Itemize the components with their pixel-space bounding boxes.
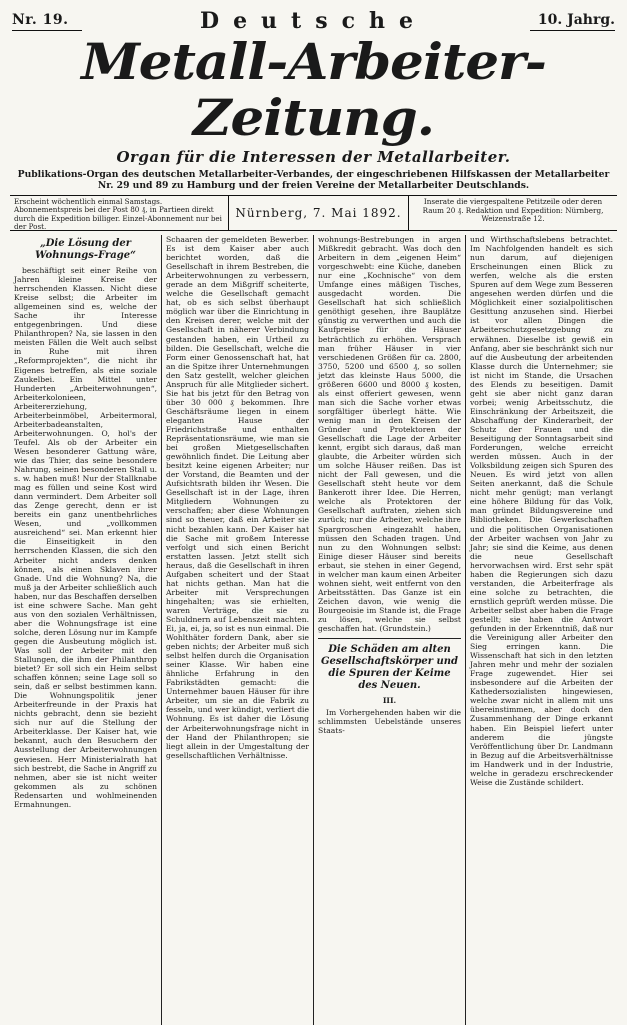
column-text: und Wirthschaftslebens betrachtet. Im Nachfolgenden handelt es sich nun darum, auf diejenigen Erscheinungen einen Blick zu werfen, welche als die ersten Spuren auf dem Wege zum Besseren angesehen werden dürfen und die Möglichkeit einer sozialpolitischen Gesittung anzusehen sind. Hierbei ist vor allen Dingen die Arbeiterschutzgesetzgebung zu erwähnen. Dieselbe ist gewiß ein Anfang, aber sie beschränkt sich nur auf die Ausbeutung der arbeitenden Klasse durch die Unternehmer; sie ist nicht im Stande, die Ursachen des Elends zu beseitigen. Damit geht sie aber nicht ganz daran vorbei; wenig Arbeitsschutz, die Einschränkung der Arbeitszeit, die Abschaffung der Kinderarbeit, der Schutz der Frauen und die Beseitigung der Sonntagsarbeit sind Forderungen, welche erreicht werden müssen. Auch in der Volksbildung zeigen sich Spuren des Neuen. Es wird jetzt von allen Seiten anerkannt, daß die Schule nicht mehr genügt; man verlangt eine höhere Bildung für das Volk, man gründet Bildungsvereine und Bibliotheken. Die Gewerkschaften und die politischen Organisationen der Arbeiter wachsen von Jahr zu Jahr; sie sind die Keime, aus denen die neue Gesellschaft hervorwachsen wird. Erst sehr spät haben die Regierungen sich dazu verstanden, die Arbeiterfrage als eine solche zu betrachten, die ernstlich geprüft werden müsse. Die Arbeiter selbst aber haben die Frage gestellt; sie haben die Antwort gefunden in der Erkenntniß, daß nur die Vereinigung aller Arbeiter den Sieg erringen kann. Die Wissenschaft hat sich in den letzten Jahren mehr und mehr der sozialen Frage zugewendet. Hier sei insbesondere auf die Arbeiten der Kathedersozialisten hingewiesen, welche zwar nicht in allem mit uns übereinstimmen, aber doch den Zusammenhang der Dinge erkannt haben. Ein Beispiel liefert unter anderem die jüngste Veröffentlichung über Dr. Landmann in Bezug auf die Arbeitsverhältnisse im Handwerk und in der Industrie, welche in geradezu erschreckender Weise die Zustände schildert. [470, 235, 613, 787]
year-underline [530, 30, 615, 31]
column-2 [162, 235, 314, 1025]
column-4 [466, 235, 617, 1025]
article-headline-2: Die Schäden am alten Gesellschaftskörper und die Spuren der Keime des Neuen. [320, 644, 459, 692]
column-3 [314, 235, 466, 1025]
info-bar [10, 195, 617, 231]
article-divider [318, 638, 461, 639]
newspaper-page [10, 8, 617, 892]
masthead-title: Metall-Arbeiter-Zeitung. [81, 32, 546, 147]
article-headline: „Die Lösung der Wohnungs-Frage“ [35, 238, 136, 261]
article-columns [10, 235, 617, 1025]
issue-number: Nr. 19. [12, 12, 69, 28]
column-text: Schaaren der gemeldeten Bewerber. Es ist dem Kaiser aber auch berichtet worden, daß die Gesellschaft in ihrem Bestreben, die Arbeiterwohnungen zu verbessern, gerade an dem Mißgriff scheiterte, welche die Gesellschaft gemacht hat, ob es sich selbst überhaupt möglich war über die Einrichtung in den Kreisen derer, welche mit der Gesellschaft in näherer Verbindung gestanden haben, ein Urtheil zu bilden. Die Gesellschaft, welche die Form einer Genossenschaft hat, hat an die Spitze ihrer Unternehmungen den Satz gestellt, welcher gleichen Anspruch für alle Mitglieder sichert. Sie hat bis jetzt für den Betrag von über 30 000 ₰ bekommen. Ihre Geschäftsräume liegen in einem eleganten Hause der Friedrichstraße und enthalten Repräsentationsräume, wie man sie bei großen Mietgesellschaften gewöhnlich findet. Die Leitung aber besitzt keine eigenen Arbeiter; nur der Vorstand, die Beamten und der Aufsichtsrath bilden ihr Wesen. Die Gesellschaft ist in der Lage, ihren Mitgliedern Wohnungen zu verschaffen; aber diese Wohnungen sind so theuer, daß ein Arbeiter sie nicht bezahlen kann. Der Kaiser hat die Sache mit großem Interesse verfolgt und sich einen Bericht erstatten lassen. Jetzt stellt sich heraus, daß die Gesellschaft in ihren Aufgaben scheitert und der Staat hat nichts gethan. Man hat die Arbeiter mit Versprechungen hingehalten; was sie erhielten, waren Verträge, die sie zu Schuldnern auf Lebenszeit machten. Ei, ja, ei, ja, so ist es nun einmal. Die Wohlthäter fordern Dank, aber sie geben nichts; der Arbeiter muß sich selbst helfen durch die Organisation seiner Klasse. Wir haben eine ähnliche Erfahrung in den Fabrikstädten gemacht: die Unternehmer bauen Häuser für ihre Arbeiter, um sie an die Fabrik zu fesseln, und wer kündigt, verliert die Wohnung. Es ist daher die Lösung der Arbeiterwohnungsfrage nicht in der Hand der Philanthropen; sie liegt allein in der Umgestaltung der gesellschaftlichen Verhältnisse. [166, 235, 309, 760]
subscription-info: Erscheint wöchentlich einmal Samstags. Abonnementspreis bei der Post 80 ₰, in Partieen direkt durch die Expedition billiger. Einzel-Abonnement nur bei der Post. [10, 196, 229, 230]
column-1 [10, 235, 162, 1025]
masthead-subtitle: Organ für die Interessen der Metallarbeiter. [116, 148, 511, 166]
column-text: beschäftigt seit einer Reihe von Jahren kleine Kreise der herrschenden Klassen. Nicht diese Kreise selbst; die Arbeiter im allgemeinen sind es, welche der Sache ihr Interesse entgegenbringen. Und diese Philanthropen? Na, sie lassen in den meisten Fällen die Welt auch selbst in Ruhe mit ihren „Reformprojekten“, die nicht ihr Eigenes betreffen, als eine soziale Zaukelbei. Ein Mittel unter Hunderten „Arbeiterwohnungen“, Arbeiterkolonieen, Arbeitererziehung, Arbeiterbeinmöbel, Arbeitermoral, Arbeiterbadeanstalten, Arbeiterwohnungen. O, hol's der Teufel. Als ob der Arbeiter ein Wesen besonderer Gattung wäre, wie das Thier, das seine besondere Nahrung, seinen besonderen Stall u. s. w. haben muß! Nur der Stallknabe mag es füllen und seine Kost wird dann vermindert. Dem Arbeiter soll das Zenge gerecht, denn er ist bereits ein ganz unentbehrliches Wesen, und „vollkommen ausreichend“ sei. Man erkennt hier die Einseitigkeit in den herrschenden Klassen, die sich den Arbeiter nicht anders denken können, als einen Sklaven ihrer Gnade. Und die Wohnung? Na, die muß ja der Arbeiter schließlich auch haben, nur das Beschaffen derselben ist eine schwere Sache. Man geht aus von den sozialen Verhältnissen, aber die Wohnungsfrage ist eine solche, deren Lösung nur im Kampfe gegen die Ausbeutung möglich ist. Was soll der Arbeiter mit den Stallungen, die ihm der Philanthrop bietet? Er soll sich ein Heim selbst schaffen können; seine Lage soll so sein, daß er selbst bestimmen kann. Die Wohnungspolitik jener Arbeiterfreunde in der Praxis hat nichts gebracht, denn sie bezieht sich nur auf die Stellung der Arbeiterklasse. Der Kaiser hat, wie bekannt, auch den Besuchern der Ausstellung der Arbeiterwohnungen gewiesen. Herr Ministerialrath hat sich bestrebt, die Sache in Angriff zu nehmen, aber sie ist nicht weiter gekommen als zu schönen Redensarten und wohlmeinenden Ermahnungen. [14, 266, 157, 809]
masthead-kicker: Deutsche [199, 8, 427, 34]
volume-year: 10. Jahrg. [537, 12, 615, 28]
column-text-2: Im Vorhergehenden haben wir die schlimmsten Uebelstände unseres Staats- [318, 708, 461, 736]
advertising-info: Inserate die viergespaltene Petitzeile oder deren Raum 20 ₰. Redaktion und Expedition: Nürnberg, Weizenstraße 12. [422, 197, 604, 224]
publication-organ-line: Publikations-Organ des deutschen Metallarbeiter-Verbandes, der eingeschriebenen Hilfskassen der Metallarbeiter Nr. 29 und 89 zu Hamburg und der freien Vereine der Metallarbeiter Deutschlands. [17, 169, 610, 191]
part-number: III. [382, 696, 397, 706]
top-row [10, 8, 617, 32]
issue-date: Nürnberg, 7. Mai 1892. [229, 196, 409, 230]
column-text: wohnungs-Bestrebungen in argen Mißkredit gebracht. Was doch den Arbeitern in dem „eigenen Heim“ vorgeschwebt: eine Küche, daneben nur eine „Kochnische“ von dem Umfange eines mäßigen Tisches, ausgedacht worden. Die Gesellschaft hat sich schließlich genöthigt gesehen, ihre Bauplätze günstig zu verwerthen und auch die Kaufpreise für die Häuser beträchtlich zu erhöhen. Versprach man früher Häuser in vier verschiedenen Größen für ca. 2800, 3750, 5200 und 6500 ₰, so sollen jetzt das kleinste Haus 5000, die größeren 6600 und 8000 ₰ kosten, als einst offeriert gewesen, wenn man sich die Sache vorher etwas sorgfältiger überlegt hätte. Wie wenig man in den Kreisen der Gründer und Protektoren der Gesellschaft die Lage der Arbeiter kennt, ergibt sich daraus, daß man glaubte, die Arbeiter würden sich um solche Häuser reißen. Das ist nicht der Fall gewesen, und die Gesellschaft steht heute vor dem Bankerott ihrer Idee. Die Herren, welche als Protektoren der Gesellschaft auftraten, ziehen sich zurück; nur die Arbeiter, welche ihre Spargroschen eingezahlt haben, müssen den Schaden tragen. Und nun zu den Wohnungen selbst: Einige dieser Häuser sind bereits erbaut, sie stehen in einer Gegend, in welcher man kaum einen Arbeiter wohnen sieht, weit entfernt von den Arbeitsstätten. Das Ganze ist ein Zeichen davon, wie wenig die Bourgeoisie im Stande ist, die Frage zu lösen, welche sie selbst geschaffen hat. (Grundstein.) [318, 235, 461, 634]
